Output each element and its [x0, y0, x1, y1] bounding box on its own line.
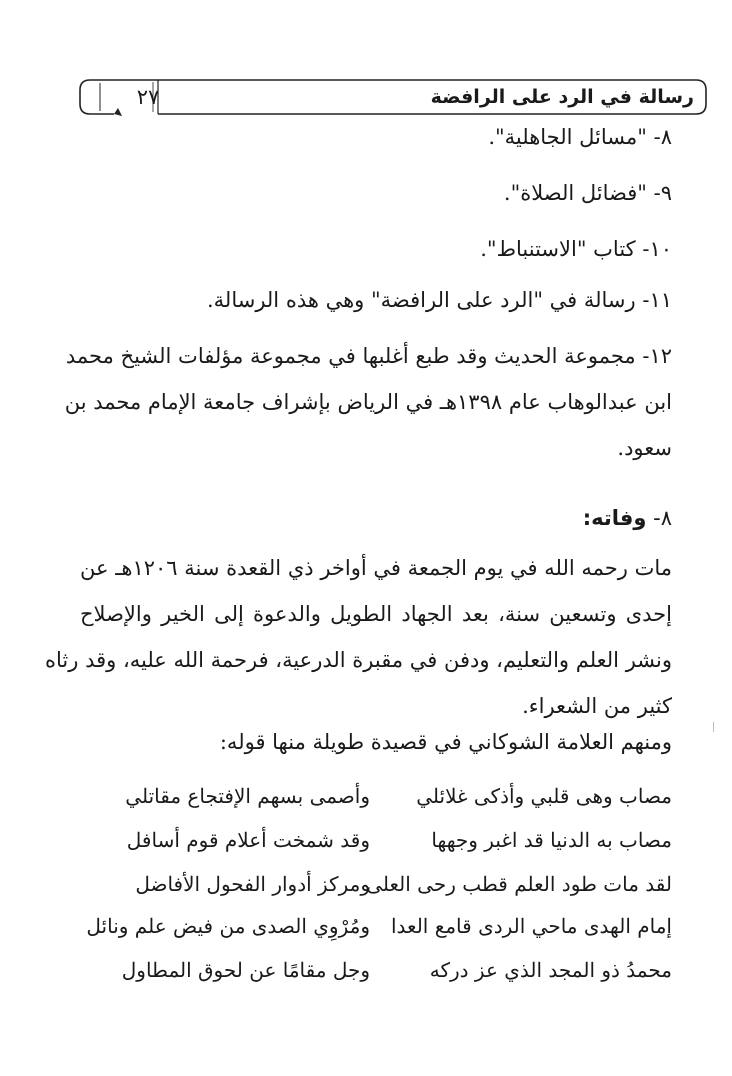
scan-artifact: [713, 722, 714, 732]
poem-verse: [100, 784, 672, 824]
verse-second-hemistich: وجل مقامًا عن لحوق المطاول: [121, 958, 370, 982]
text-line: ونشر العلم والتعليم، ودفن في مقبرة الدرعية، فرحمة الله عليه، وقد رثاه: [45, 648, 672, 672]
poem-verse: [100, 958, 672, 998]
verse-first-hemistich: محمدُ ذو المجد الذي عز دركه: [429, 958, 672, 982]
verse-second-hemistich: وأصمى بسهم الإفتجاع مقاتلي: [125, 784, 370, 808]
verse-second-hemistich: ومركز أدوار الفحول الأفاضل: [135, 872, 370, 896]
list-item: ٨- "مسائل الجاهلية".: [488, 125, 672, 149]
list-item-12: [64, 333, 672, 471]
poem-intro: ومنهم العلامة الشوكاني في قصيدة طويلة منها قوله:: [219, 730, 672, 754]
death-paragraph: [45, 545, 672, 729]
text-line: مات رحمه الله في يوم الجمعة في أواخر ذي القعدة سنة ١٢٠٦هـ عن: [80, 556, 672, 580]
verse-first-hemistich: إمام الهدى ماحي الردى قامع العدا: [390, 914, 672, 938]
verse-first-hemistich: لقد مات طود العلم قطب رحى العلى: [366, 872, 672, 896]
section-title: وفاته:: [582, 506, 647, 530]
text-line: كثير من الشعراء.: [522, 694, 672, 718]
page-header: [78, 78, 708, 116]
text-line: ١٢- مجموعة الحديث وقد طبع أغلبها في مجموعة مؤلفات الشيخ محمد: [65, 344, 672, 368]
section-heading: [583, 506, 672, 530]
verse-second-hemistich: ومُرْوِي الصدى من فيض علم ونائل: [86, 914, 370, 938]
text-line: ابن عبدالوهاب عام ١٣٩٨هـ في الرياض بإشراف جامعة الإمام محمد بن: [64, 390, 672, 414]
running-title: رسالة في الرد على الرافضة: [430, 86, 694, 108]
verse-second-hemistich: وقد شمخت أعلام قوم أسافل: [126, 828, 370, 852]
list-item: ٩- "فضائل الصلاة".: [503, 181, 672, 205]
list-item: ١١- رسالة في "الرد على الرافضة" وهي هذه الرسالة.: [207, 288, 672, 312]
verse-first-hemistich: مصاب وهى قلبي وأذكى غلائلي: [416, 784, 672, 808]
list-item: ١٠- كتاب "الاستنباط".: [480, 237, 672, 261]
text-line: إحدى وتسعين سنة، بعد الجهاد الطويل والدعوة إلى الخير والإصلاح: [80, 602, 672, 626]
poem-verse: [86, 914, 672, 954]
poem-verse: [100, 872, 672, 912]
verse-first-hemistich: مصاب به الدنيا قد اغبر وجهها: [431, 828, 672, 852]
text-line: سعود.: [617, 436, 672, 460]
poem-verse: [100, 828, 672, 868]
page-number: ٢٧: [136, 85, 160, 109]
section-number: ٨-: [653, 506, 672, 530]
